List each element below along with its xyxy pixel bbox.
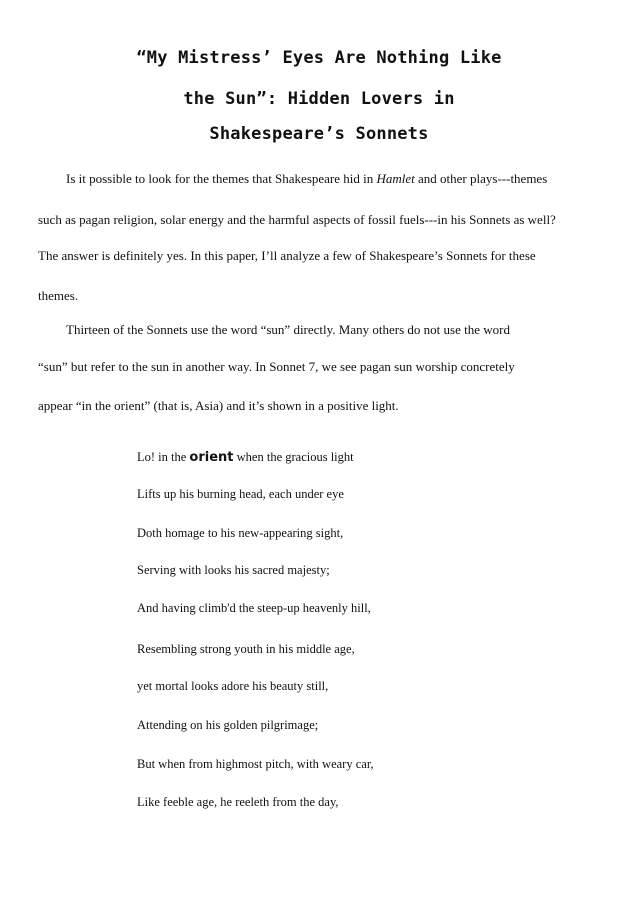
poem-line-6: Resembling strong youth in his middle age,: [137, 642, 355, 656]
paragraph-1-line-2: such as pagan religion, solar energy and the harmful aspects of fossil fuels---in his Sonnets as well?: [38, 212, 556, 227]
poem-text: Lo! in the: [137, 450, 190, 464]
poem-line-4: Serving with looks his sacred majesty;: [137, 563, 330, 577]
orient-bold: orient: [189, 450, 234, 465]
hamlet-italic: Hamlet: [376, 171, 415, 186]
title-line-2: the Sun”: Hidden Lovers in: [183, 89, 455, 109]
poem-line-8: Attending on his golden pilgrimage;: [137, 718, 319, 732]
paragraph-2-line-2: “sun” but refer to the sun in another way. In Sonnet 7, we see pagan sun worship concretely: [38, 359, 515, 374]
paragraph-1-line-3: The answer is definitely yes. In this paper, I’ll analyze a few of Shakespeare’s Sonnets for these: [38, 248, 536, 263]
paragraph-2-line-3: appear “in the orient” (that is, Asia) and it’s shown in a positive light.: [38, 398, 399, 413]
title-line-3: Shakespeare’s Sonnets: [209, 124, 429, 144]
poem-line-3: Doth homage to his new-appearing sight,: [137, 526, 344, 540]
poem-line-1: [137, 450, 354, 465]
poem-line-5: And having climb'd the steep-up heavenly hill,: [137, 601, 371, 615]
paragraph-1-line-4: themes.: [38, 288, 79, 303]
poem-line-10: Like feeble age, he reeleth from the day,: [137, 795, 339, 809]
paragraph-1-text: Is it possible to look for the themes that Shakespeare hid in: [66, 171, 377, 186]
poem-line-9: But when from highmost pitch, with weary car,: [137, 757, 374, 771]
paragraph-1-text: and other plays---themes: [414, 171, 548, 186]
poem-line-7: yet mortal looks adore his beauty still,: [137, 679, 329, 693]
poem-text: when the gracious light: [233, 450, 354, 464]
title-line-1: “My Mistress’ Eyes Are Nothing Like: [136, 48, 502, 68]
paragraph-1-line-1: [66, 171, 547, 187]
poem-line-2: Lifts up his burning head, each under eye: [137, 487, 344, 501]
paragraph-2-line-1: Thirteen of the Sonnets use the word “sun” directly. Many others do not use the word: [66, 322, 510, 337]
